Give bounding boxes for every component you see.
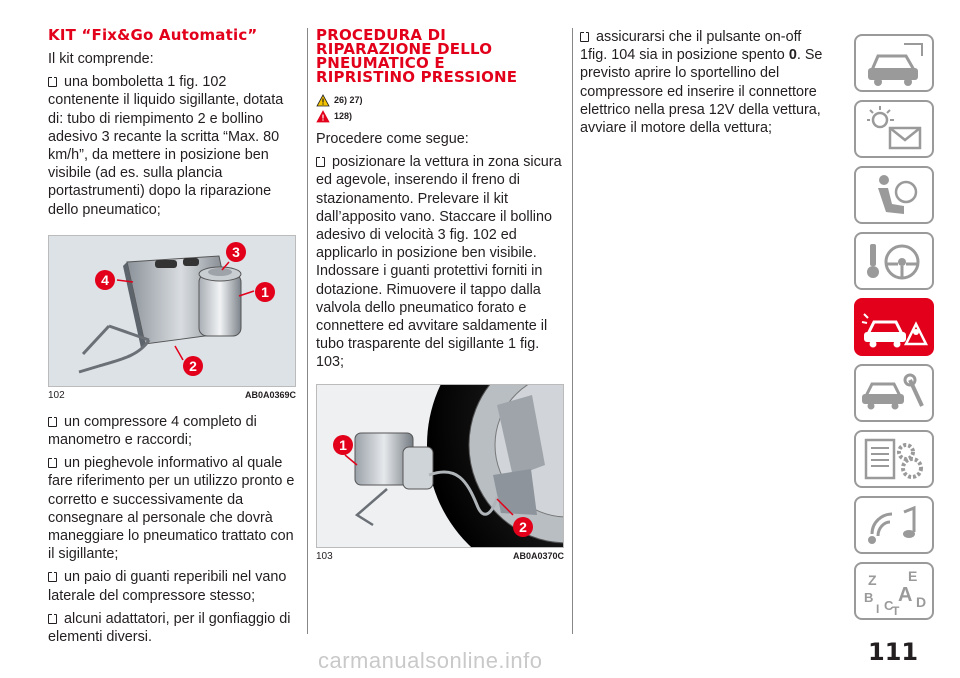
- figure-number: 103: [316, 550, 333, 562]
- figure-caption: [316, 551, 564, 562]
- column-divider: [572, 28, 573, 634]
- index-letter: E: [908, 568, 918, 584]
- bullet-text: un paio di guanti reperibili nel vano laterale del compressore stesso;: [48, 569, 287, 604]
- bullet-bold-text: 0: [788, 47, 797, 64]
- index-letter: Z: [868, 572, 877, 588]
- checkbox-bullet-icon: [580, 32, 589, 42]
- figure-caption: [48, 390, 296, 401]
- bullet-text: un compressore 4 completo di manometro e raccordi;: [48, 413, 257, 449]
- car-wrench-icon: [856, 366, 932, 420]
- figure-code: AB0A0370C: [512, 550, 564, 561]
- warning-triangle-icon: [316, 94, 330, 107]
- emergency-car-icon: [856, 300, 932, 354]
- sidebar-tab-technical[interactable]: [854, 430, 934, 488]
- warning-ref-row: [316, 92, 564, 108]
- index-letter: D: [916, 594, 927, 610]
- page-number: 111: [868, 638, 919, 666]
- bullet-item: [48, 610, 296, 646]
- figure-number: 102: [48, 389, 65, 401]
- bullet-text: una bomboletta 1 fig. 102 contenente il liquido sigillante, dotata di: tubo di riempimento 2 e bollino adesivo 3 recante la scritta “Max. 80 km/h”, da mettere in posizione ben visibile (ad es. sulla plancia portastrumenti) dopo la riparazione dello pneumatico;: [48, 74, 284, 218]
- checkbox-bullet-icon: [48, 614, 57, 624]
- sidebar-tab-safety[interactable]: [854, 166, 934, 224]
- checkbox-bullet-icon: [48, 417, 57, 427]
- bullet-item: [48, 413, 296, 449]
- lights-message-icon: [856, 102, 932, 156]
- left-column: [48, 28, 296, 646]
- sidebar-tab-multimedia[interactable]: [854, 496, 934, 554]
- procedure-heading-line: RIPARAZIONE DELLO: [316, 40, 493, 58]
- index-letter: B: [864, 590, 874, 605]
- bullet-item: [48, 568, 296, 604]
- index-letter: T: [892, 604, 900, 618]
- alphabet-index-icon: [862, 568, 926, 616]
- sidebar-tab-maintenance[interactable]: [854, 364, 934, 422]
- warning-ref: 26) 27): [334, 95, 363, 105]
- seat-airbag-icon: [856, 168, 932, 222]
- figure-103-image: [316, 384, 564, 548]
- callout-1: 1: [333, 435, 353, 455]
- bullet-text: un pieghevole informativo al quale fare riferimento per un utilizzo pronto e corretto e successivamente da consegnare al personale che dovrà maneggiare lo pneumatico trattato con il sigillante;: [48, 455, 295, 563]
- procedure-heading: [316, 28, 564, 84]
- figure-102-image: [48, 235, 296, 387]
- compressor-kit-illustration: [49, 236, 295, 386]
- figure-103: [316, 384, 564, 562]
- figure-102: [48, 235, 296, 401]
- figure-code: AB0A0369C: [244, 389, 296, 400]
- kit-intro: Il kit comprende:: [48, 51, 154, 67]
- bullet-text: . Se previsto aprire lo sportellino del compressore ed inserire il connettore elettrico nella presa 12V della vettura, avviare il motore della vettura;: [580, 47, 823, 137]
- index-letter: A: [898, 584, 913, 606]
- bullet-text: alcuni adattatori, per il gonfiaggio di elementi diversi.: [48, 610, 291, 646]
- checkbox-bullet-icon: [48, 77, 57, 87]
- column-divider: [307, 28, 308, 634]
- caution-triangle-icon: [316, 110, 330, 123]
- callout-2: 2: [513, 517, 533, 537]
- bullet-item: [580, 28, 828, 137]
- checkbox-bullet-icon: [48, 458, 57, 468]
- middle-column: [316, 28, 564, 562]
- sidebar-tab-index[interactable]: [854, 562, 934, 620]
- bullet-item: [48, 73, 296, 219]
- sidebar-tab-lights[interactable]: [854, 100, 934, 158]
- bullet-text: assicurarsi che il pulsante on-off 1fig. 104 sia in posizione spento: [580, 29, 802, 64]
- checkbox-bullet-icon: [48, 572, 57, 582]
- warning-ref-row: [316, 108, 564, 124]
- watermark: carmanualsonline.info: [318, 648, 543, 673]
- key-steering-wheel-icon: [856, 234, 932, 288]
- callout-1: 1: [255, 282, 275, 302]
- callout-4: 4: [95, 270, 115, 290]
- sidebar-tab-emergency[interactable]: [854, 298, 934, 356]
- sidebar-tab-starting[interactable]: [854, 232, 934, 290]
- car-dashboard-icon: [856, 36, 932, 90]
- procedure-intro: Procedere come segue:: [316, 131, 469, 147]
- procedure-heading-line: PROCEDURA DI: [316, 26, 446, 44]
- index-letter: I: [876, 602, 880, 616]
- sidebar-tab-dashboard[interactable]: [854, 34, 934, 92]
- bullet-item: [316, 153, 564, 371]
- callout-3: 3: [226, 242, 246, 262]
- warning-ref: 128): [334, 111, 353, 121]
- media-music-icon: [856, 498, 932, 552]
- index-letter: C: [884, 598, 894, 613]
- bullet-text: posizionare la vettura in zona sicura ed agevole, inserendo il freno di stazionamento. Prelevare il kit dall’apposito vano. Staccare il bollino adesivo di velocità 3 fig. 102 ed applicarlo in posizione ben visibile. Indossare i guanti protettivi forniti in dotazione. Rimuovere il tappo dalla valvola dello pneumatico forato e connettere ed avvitare saldamente il tubo trasparente del sigillante 1 fig. 103;: [316, 154, 562, 371]
- list-gears-icon: [856, 432, 932, 486]
- right-column: [580, 28, 828, 137]
- procedure-heading-line: PNEUMATICO E: [316, 54, 445, 72]
- kit-heading: KIT “Fix&Go Automatic”: [48, 26, 258, 44]
- bullet-item: [48, 454, 296, 563]
- procedure-heading-line: RIPRISTINO PRESSIONE: [316, 68, 518, 86]
- checkbox-bullet-icon: [316, 157, 325, 167]
- callout-2: 2: [183, 356, 203, 376]
